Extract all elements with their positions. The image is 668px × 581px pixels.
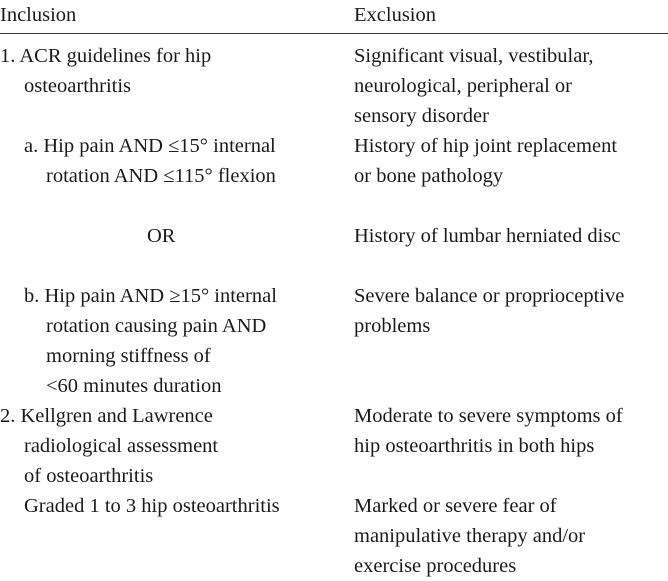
row-1-exclusion: Significant visual, vestibular, neurological, peripheral or sensory disorder — [354, 45, 594, 127]
row-3-exclusion: History of lumbar herniated disc — [354, 225, 621, 247]
header-divider — [0, 33, 668, 34]
row-4-inclusion: b. Hip pain AND ≥15° internal rotation causing pain AND morning stiffness of <60 minutes duration — [24, 285, 277, 397]
row-2-exclusion: History of hip joint replacement or bone pathology — [354, 135, 618, 187]
header-inclusion: Inclusion — [0, 4, 77, 26]
row-1-inclusion: 1. ACR guidelines for hip osteoarthritis — [0, 45, 212, 97]
row-6-inclusion: Graded 1 to 3 hip osteoarthritis — [24, 495, 280, 517]
row-6-exclusion: Marked or severe fear of manipulative therapy and/or exercise procedures — [354, 495, 586, 577]
header-exclusion: Exclusion — [354, 4, 436, 26]
row-5-inclusion: 2. Kellgren and Lawrence radiological assessment of osteoarthritis — [0, 405, 219, 487]
row-5-exclusion: Moderate to severe symptoms of hip osteoarthritis in both hips — [354, 405, 623, 457]
row-2-inclusion: a. Hip pain AND ≤15° internal rotation AND ≤115° flexion — [24, 135, 276, 187]
row-4-exclusion: Severe balance or proprioceptive problems — [354, 285, 625, 337]
row-3-inclusion: OR — [147, 225, 176, 247]
